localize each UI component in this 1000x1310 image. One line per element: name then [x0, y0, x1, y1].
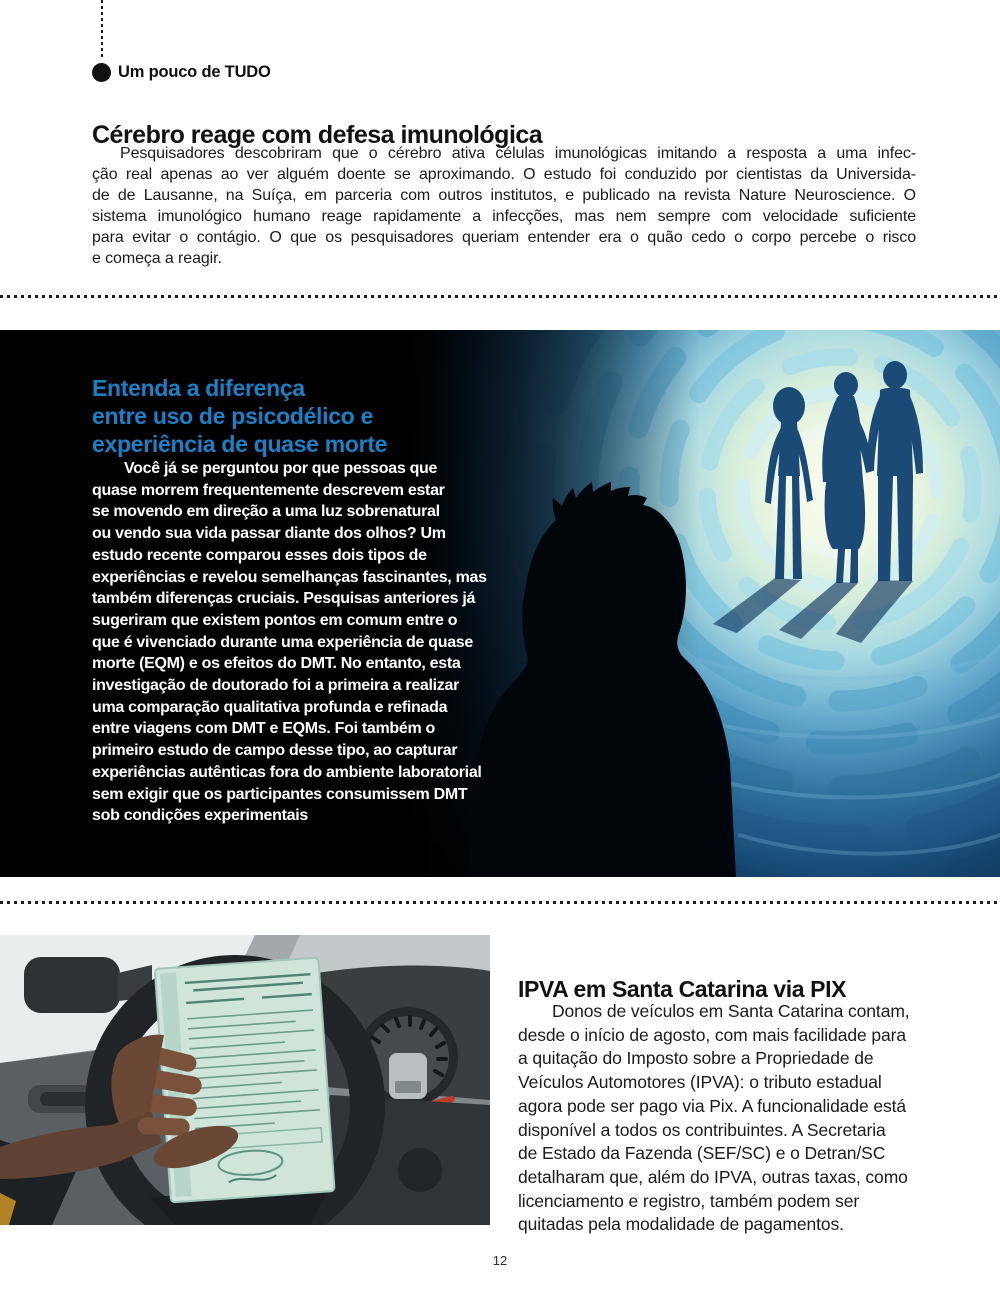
- article3-title: IPVA em Santa Catarina via PIX: [518, 976, 847, 1003]
- section-kicker: [92, 63, 271, 82]
- article2-title: Entenda a diferença entre uso de psicodélico e experiência de quase morte: [92, 375, 388, 457]
- dotted-divider-bottom: [0, 901, 1000, 904]
- feature-section: [0, 330, 1000, 877]
- article2-body: Você já se perguntou por que pessoas que quase morrem frequentemente descrevem estar se movendo em direção a uma luz sobrenatural ou vendo sua vida passar diante dos olhos? Um estudo recente comparou esses dois tipos de experiências e revelou semelhanças fascinantes, mas também diferenças cruciais. Pesquisas anteriores já sugeriram que existem pontos em comum entre o que é vivenciado durante uma experiência de quase morte (EQM) e os efeitos do DMT. No entanto, esta investigação de doutorado foi a primeira a realizar uma comparação qualitativa profunda e refinada entre viagens com DMT e EQMs. Foi também o primeiro estudo de campo desse tipo, ao capturar experiências autênticas fora do ambiente laboratorial sem exigir que os participantes consumissem DMT sob condições experimentais: [92, 460, 487, 825]
- dotted-leader-line: [101, 0, 103, 58]
- vehicle-document-photo: [0, 935, 490, 1225]
- article1-body: Pesquisadores descobriram que o cérebro ativa células imunológicas imitando a resposta a uma infec- ção real apenas ao ver alguém doente se aproximando. O estudo foi conduzido por cientistas da Universida- de de Lausanne, na Suíça, em parceria com outros institutos, e publicado na revista Nature Neuroscience. O sistema imunológico humano reage rapidamente a infecções, mas nem sempre com velocidade suficiente para evitar o contágio. O que os pesquisadores queriam entender era o quão cedo o corpo percebe o risco e começa a reagir.: [92, 145, 916, 267]
- car-interior-illustration: [0, 935, 490, 1225]
- page-number: 12: [492, 1253, 508, 1268]
- article1-title: Cérebro reage com defesa imunológica: [92, 120, 543, 149]
- kicker-label: Um pouco de TUDO: [118, 63, 271, 81]
- article3-body: Donos de veículos em Santa Catarina contam, desde o início de agosto, com mais facilidade para a quitação do Imposto sobre a Propriedade de Veículos Automotores (IPVA): o tributo estadual agora pode ser pago via Pix. A funcionalidade está disponível a todos os contribuintes. A Secretaria de Estado da Fazenda (SEF/SC) e o Detran/SC detalharam que, além do IPVA, outras taxas, como licenciamento e registro, também podem ser quitadas pela modalidade de pagamentos.: [518, 1001, 910, 1235]
- dotted-divider-top: [0, 295, 1000, 298]
- bullet-icon: [92, 63, 111, 82]
